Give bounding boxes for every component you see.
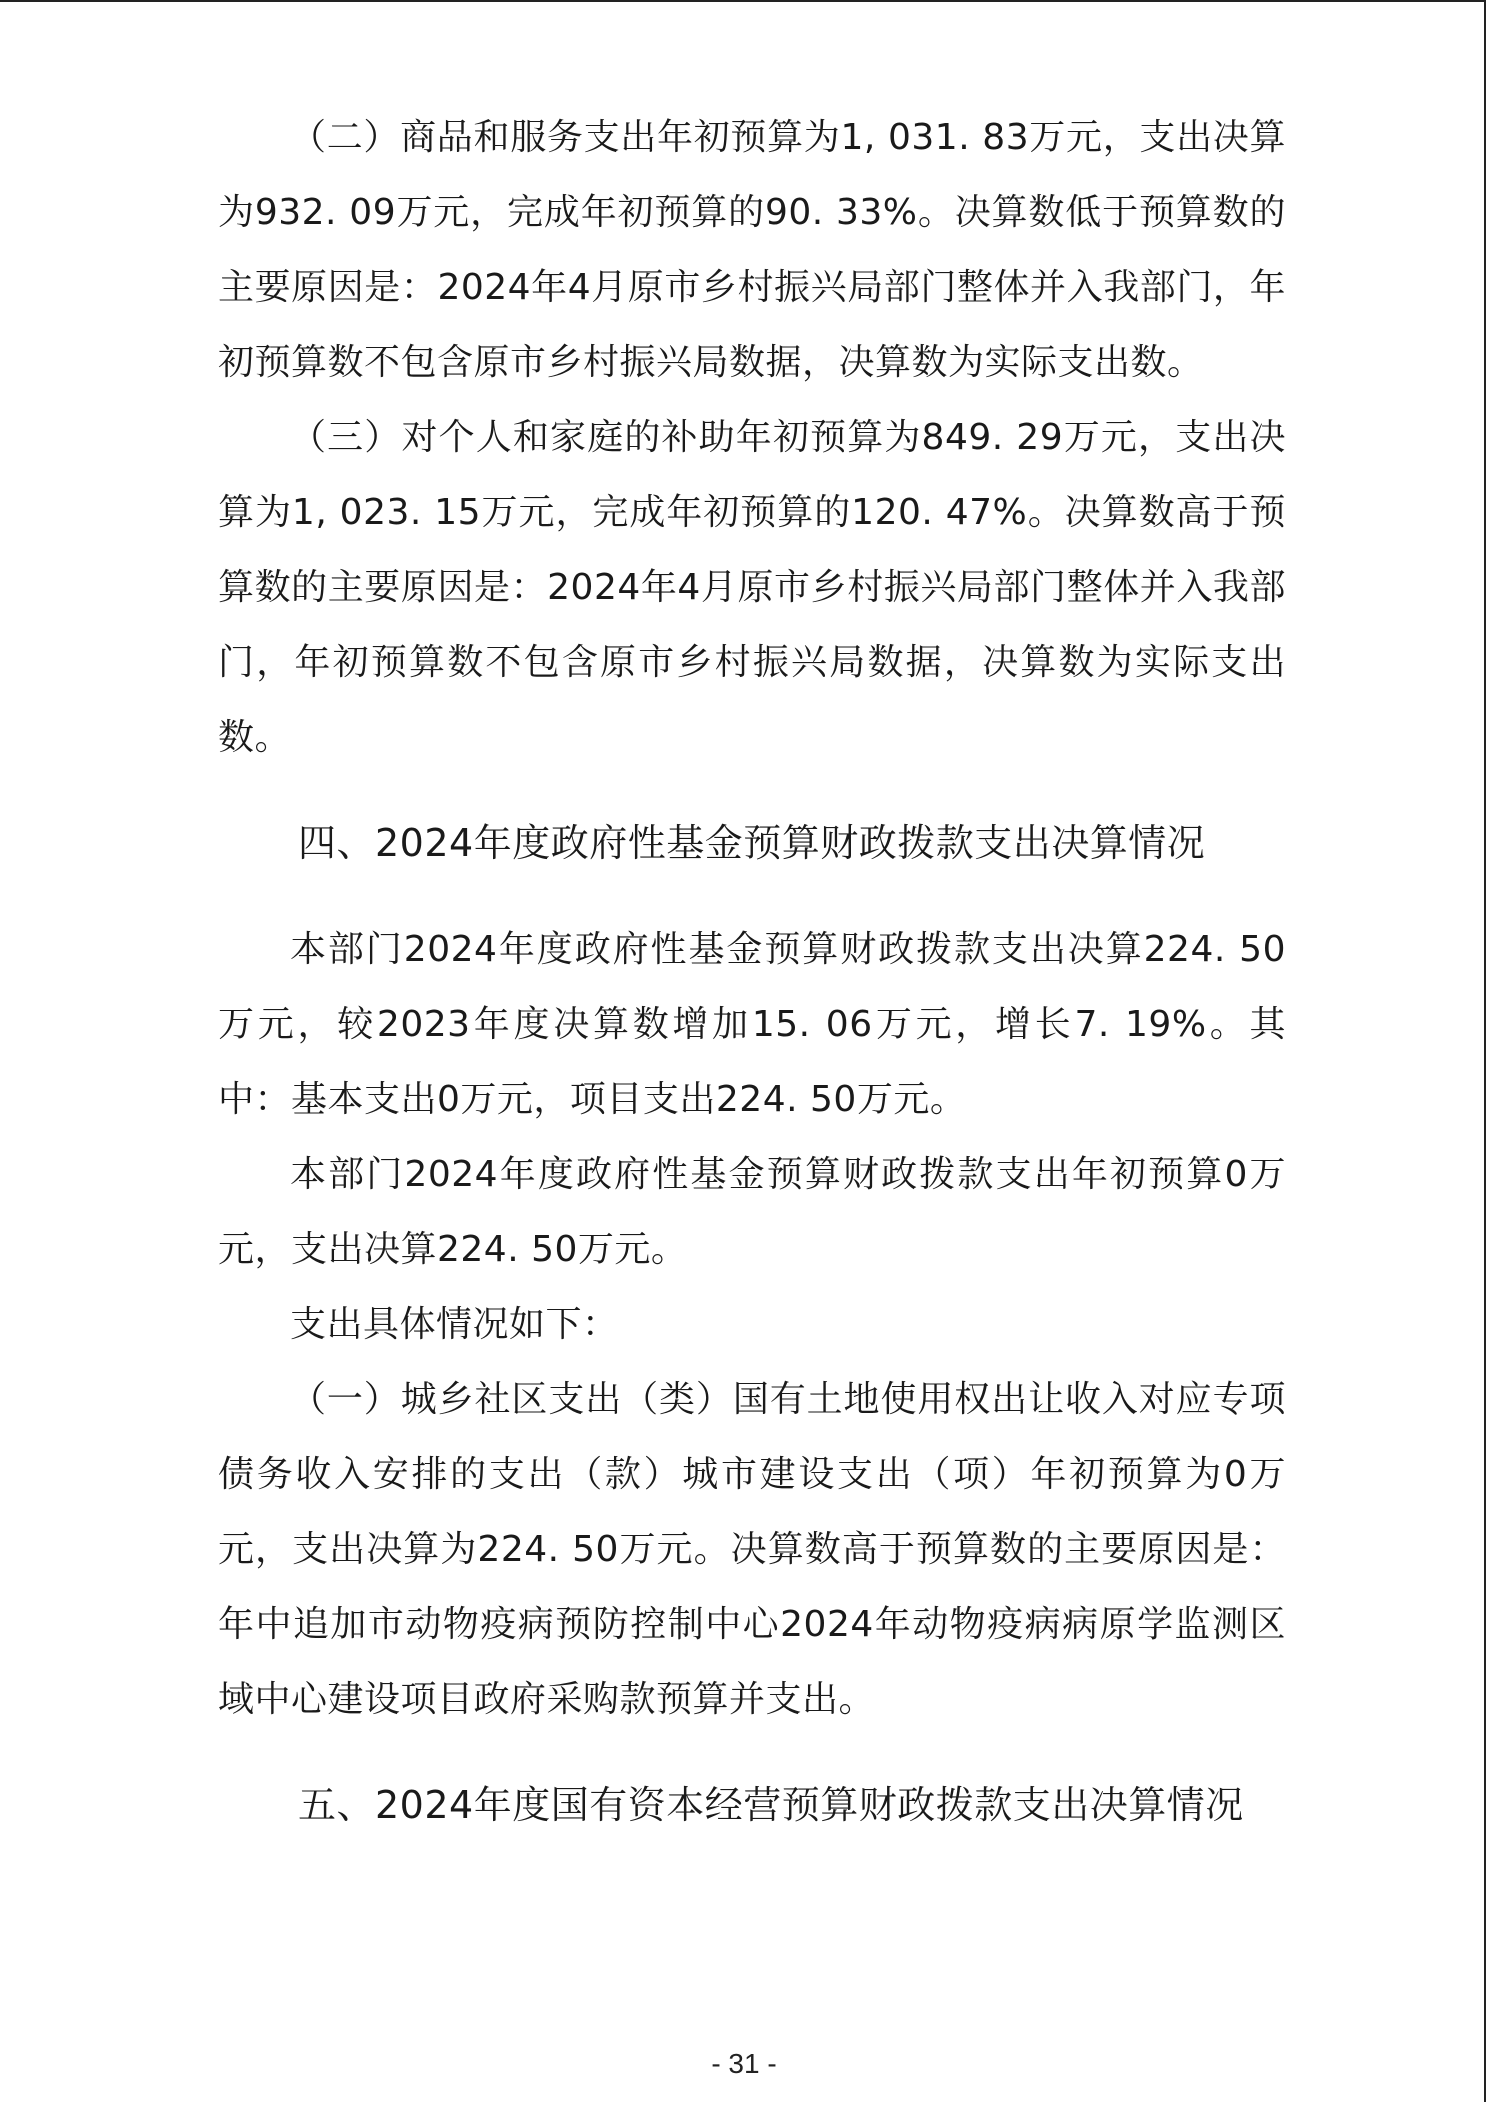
paragraph-household-subsidy: （三）对个人和家庭的补助年初预算为849. 29万元，支出决算为1, 023. 15万元，完成年初预算的120. 47%。决算数高于预算数的主要原因是：2024年4月原市乡村振兴局部门整体并入我部门，年初预算数不包含原市乡村振兴局数据，决算数为实际支出数。: [218, 417, 1286, 758]
paragraph-gov-fund-summary: 本部门2024年度政府性基金预算财政拨款支出决算224. 50万元，较2023年度决算数增加15. 06万元，增长7. 19%。其中：基本支出0万元，项目支出224. 50万元。: [218, 929, 1286, 1120]
paragraph-details-intro: 支出具体情况如下：: [290, 1304, 619, 1345]
page-number: - 31 -: [711, 2048, 777, 2079]
document-body: [218, 100, 1286, 1843]
paragraph-gov-fund-budget: 本部门2024年度政府性基金预算财政拨款支出年初预算0万元，支出决算224. 50万元。: [218, 1154, 1286, 1270]
paragraph-urban-rural-expense: （一）城乡社区支出（类）国有土地使用权出让收入对应专项债务收入安排的支出（款）城市建设支出（项）年初预算为0万元，支出决算为224. 50万元。决算数高于预算数的主要原因是：年中追加市动物疫病预防控制中心2024年动物疫病病原学监测区域中心建设项目政府采购款预算并支出。: [218, 1379, 1286, 1720]
section-heading-gov-fund: 四、2024年度政府性基金预算财政拨款支出决算情况: [298, 821, 1206, 865]
paragraph-goods-services: （二）商品和服务支出年初预算为1, 031. 83万元，支出决算为932. 09万元，完成年初预算的90. 33%。决算数低于预算数的主要原因是：2024年4月原市乡村振兴局部门整体并入我部门，年初预算数不包含原市乡村振兴局数据，决算数为实际支出数。: [218, 117, 1286, 383]
section-heading-state-capital: 五、2024年度国有资本经营预算财政拨款支出决算情况: [298, 1783, 1244, 1827]
